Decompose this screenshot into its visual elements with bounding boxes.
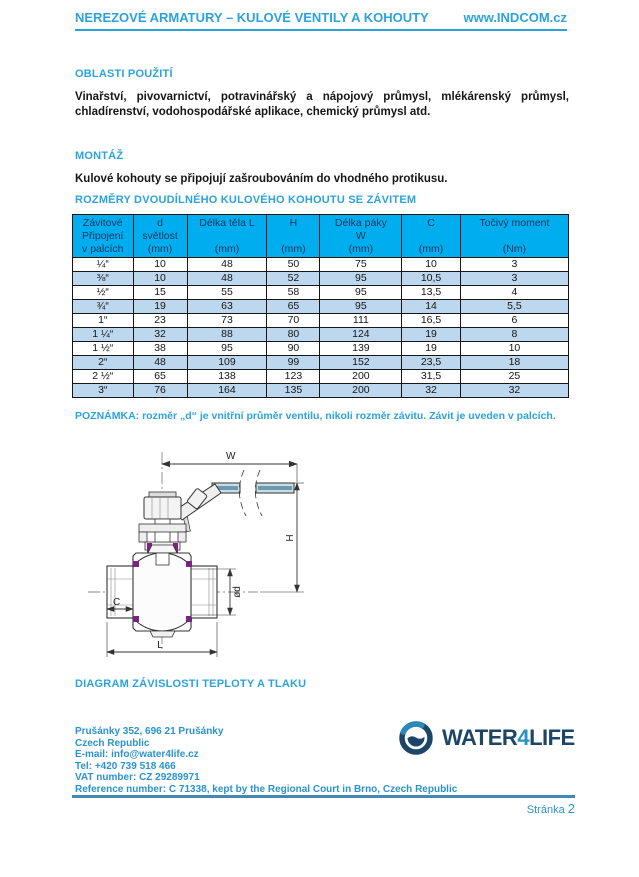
table-row [73, 370, 569, 384]
ball-seat-seal [133, 561, 139, 567]
table-row [73, 384, 569, 398]
table-cell: 200 [320, 384, 402, 398]
table-cell: 80 [267, 328, 320, 342]
table-cell: 10 [402, 258, 461, 272]
table-cell: 2“ [73, 356, 134, 370]
column-header: Délka páky W (mm) [320, 215, 402, 258]
table-cell: 76 [133, 384, 187, 398]
table-cell: 111 [320, 314, 402, 328]
table-note: POZNÁMKA: rozměr „d“ je vnitřní průměr ventilu, nikoli rozměr závitu. Závit je uveden v palcích. [75, 410, 556, 422]
table-cell: 123 [267, 370, 320, 384]
table-cell: 65 [133, 370, 187, 384]
dim-label-w: W [226, 451, 236, 462]
footer-address-line: Prušánky 352, 696 21 Prušánky [75, 726, 224, 737]
table-cell: 23 [133, 314, 187, 328]
table-cell: ½“ [73, 286, 134, 300]
table-cell: 70 [267, 314, 320, 328]
valve-technical-drawing [60, 444, 390, 666]
column-header: d světlost (mm) [133, 215, 187, 258]
table-cell: 135 [267, 384, 320, 398]
table-cell: 4 [460, 286, 568, 300]
table-cell: 38 [133, 342, 187, 356]
table-cell: 25 [460, 370, 568, 384]
table-cell: 48 [187, 258, 267, 272]
table-cell: 90 [267, 342, 320, 356]
table-cell: 1“ [73, 314, 134, 328]
table-cell: 95 [320, 286, 402, 300]
table-cell: 19 [133, 300, 187, 314]
column-header: Závitové Připojení v palcích [73, 215, 134, 258]
table-row [73, 342, 569, 356]
table-cell: 10,5 [402, 272, 461, 286]
paragraph-oblasti: Vinařství, pivovarnictví, potravinářský a nápojový průmysl, mlékárenský průmysl, chladírenství, vodohospodářské aplikace, chemický průmysl atd. [75, 91, 569, 118]
table-cell: 19 [402, 328, 461, 342]
table-cell: 10 [133, 272, 187, 286]
table-cell: 63 [187, 300, 267, 314]
table-row [73, 328, 569, 342]
table-cell: 3 [460, 258, 568, 272]
table-cell: 73 [187, 314, 267, 328]
table-row [73, 314, 569, 328]
footer-address-line: Tel: +420 739 518 466 [75, 760, 176, 772]
logo-word-life: LIFE [529, 725, 575, 750]
heading-rozmery: ROZMĚRY DVOUDÍLNÉHO KULOVÉHO KOHOUTU SE ZÁVITEM [75, 194, 417, 206]
dim-label-l: L [157, 640, 163, 651]
heading-diagram-teploty-tlaku: DIAGRAM ZÁVISLOSTI TEPLOTY A TLAKU [75, 678, 307, 690]
table-cell: 13,5 [402, 286, 461, 300]
column-header: C (mm) [402, 215, 461, 258]
table-row [73, 272, 569, 286]
table-cell: 5,5 [460, 300, 568, 314]
paragraph-montaz: Kulové kohouty se připojují zašroubováním do vhodného protikusu. [75, 173, 448, 185]
footer-address-line: Reference number: C 71338, kept by the Regional Court in Brno, Czech Republic [75, 783, 458, 795]
table-cell: 50 [267, 258, 320, 272]
water4life-logo-icon [398, 720, 434, 756]
table-cell: 3“ [73, 384, 134, 398]
table-cell: 55 [187, 286, 267, 300]
table-cell: 58 [267, 286, 320, 300]
table-cell: 16,5 [402, 314, 461, 328]
dim-label-h: H [285, 534, 296, 542]
table-cell: 48 [187, 272, 267, 286]
table-cell: ⅜“ [73, 272, 134, 286]
logo-wordmark [442, 725, 575, 751]
dimensions-table [72, 214, 569, 398]
heading-montaz: MONTÁŽ [75, 150, 124, 162]
table-cell: ¾“ [73, 300, 134, 314]
table-cell: 109 [187, 356, 267, 370]
table-cell: 139 [320, 342, 402, 356]
table-row [73, 300, 569, 314]
table-cell: 23,5 [402, 356, 461, 370]
table-cell: 152 [320, 356, 402, 370]
table-cell: 8 [460, 328, 568, 342]
table-cell: 95 [320, 272, 402, 286]
page-number: Stránka 2 [526, 801, 575, 816]
handle-stop-bracket [139, 524, 186, 532]
footer-rule [72, 795, 575, 798]
table-cell: 1 ½“ [73, 342, 134, 356]
table-cell: 48 [133, 356, 187, 370]
stem-nut [144, 497, 181, 519]
table-cell: 18 [460, 356, 568, 370]
table-cell: 15 [133, 286, 187, 300]
column-header: Točivý moment (Nm) [460, 215, 568, 258]
water4life-logo [398, 720, 575, 756]
table-cell: 32 [133, 328, 187, 342]
table-cell: 95 [187, 342, 267, 356]
table-cell: 10 [133, 258, 187, 272]
table-body [73, 258, 569, 398]
table-cell: 14 [402, 300, 461, 314]
table-cell: 65 [267, 300, 320, 314]
footer-address-line[interactable]: E-mail: info@water4life.cz [75, 749, 199, 761]
table-cell: 10 [460, 342, 568, 356]
table-cell: 138 [187, 370, 267, 384]
table-row [73, 356, 569, 370]
table-header [73, 215, 569, 258]
table-cell: 31,5 [402, 370, 461, 384]
table-row [73, 258, 569, 272]
table-cell: 95 [320, 300, 402, 314]
table-cell: 3 [460, 272, 568, 286]
table-cell: ¼“ [73, 258, 134, 272]
column-header: Délka těla L (mm) [187, 215, 267, 258]
table-cell: 88 [187, 328, 267, 342]
table-cell: 200 [320, 370, 402, 384]
table-row [73, 286, 569, 300]
table-cell: 6 [460, 314, 568, 328]
logo-word-water: WATER [442, 725, 518, 750]
table-cell: 124 [320, 328, 402, 342]
dim-label-c: C [113, 597, 121, 608]
table-cell: 164 [187, 384, 267, 398]
column-header: H (mm) [267, 215, 320, 258]
table-cell: 32 [460, 384, 568, 398]
table-cell: 19 [402, 342, 461, 356]
table-cell: 52 [267, 272, 320, 286]
website-link[interactable]: www.INDCOM.cz [463, 10, 567, 25]
footer-address-line: Czech Republic [75, 737, 150, 749]
table-cell: 75 [320, 258, 402, 272]
table-cell: 99 [267, 356, 320, 370]
footer-address-line: VAT number: CZ 29289971 [75, 772, 200, 784]
page-title: NEREZOVÉ ARMATURY – KULOVÉ VENTILY A KOHOUTY [75, 10, 429, 25]
table-cell: 2 ½“ [73, 370, 134, 384]
table-cell: 1 ¼“ [73, 328, 134, 342]
table-cell: 32 [402, 384, 461, 398]
logo-word-4: 4 [517, 725, 530, 750]
heading-oblasti-pouziti: OBLASTI POUŽITÍ [75, 68, 173, 80]
dim-label-od: ød [232, 586, 243, 598]
page-header [75, 10, 567, 31]
